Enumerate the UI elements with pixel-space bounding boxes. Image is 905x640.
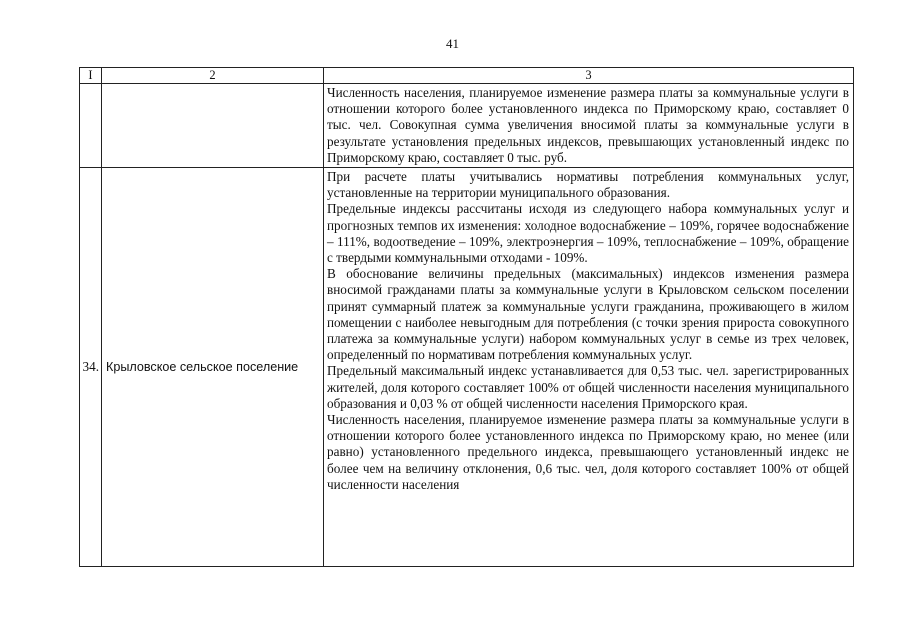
row-number-cell: 34. <box>80 168 102 567</box>
table-header-row <box>80 68 854 84</box>
paragraph: Предельный максимальный индекс устанавливается для 0,53 тыс. чел. зарегистрированных жителей, доля которого составляет 100% от общей численности населения муниципального образования и 0,03 % от общей численности населения Приморского края. <box>327 363 849 411</box>
paragraph: Предельные индексы рассчитаны исходя из следующего набора коммунальных услуг и прогнозных темпов их изменения: холодное водоснабжение – 109%, горячее водоснабжение – 111%, водоотведение – 109%, электроэнергия – 109%, теплоснабжение – 109%, обращение с твердыми коммунальными отходами - 109%. <box>327 201 849 266</box>
row-name-cell: Крыловское сельское поселение <box>102 168 324 567</box>
table-row <box>80 84 854 168</box>
document-table <box>79 67 854 567</box>
paragraph: Численность населения, планируемое изменение размера платы за коммунальные услуги в отношении которого более установленного индекса по Приморскому краю, но менее (или равно) установленного предельного индекса, превышающего установленный индекс не более чем на величину отклонения, 0,6 тыс. чел, доля которого составляет 100% от общей численности населения <box>327 412 849 492</box>
header-col-1: I <box>80 68 102 84</box>
table-row <box>80 168 854 567</box>
paragraph: Численность населения, планируемое изменение размера платы за коммунальные услуги в отношении которого более установленного индекса по Приморскому краю, составляет 0 тыс. чел. Совокупная сумма увеличения вносимой платы за коммунальные услуги в результате установления предельных индексов, превышающих установленный индекс по Приморскому краю, составляет 0 тыс. руб. <box>327 85 849 165</box>
row-text-cell <box>324 84 854 168</box>
header-col-3: 3 <box>324 68 854 84</box>
header-col-2: 2 <box>102 68 324 84</box>
paragraph: При расчете платы учитывались нормативы потребления коммунальных услуг, установленные на территории муниципального образования. <box>327 169 849 201</box>
row-text-cell <box>324 168 854 567</box>
paragraph: В обоснование величины предельных (максимальных) индексов изменения размера вносимой гражданами платы за коммунальные услуги в Крыловском сельском поселении принят суммарный платеж за коммунальные услуги гражданина, проживающего в жилом помещении с наиболее невыгодным для потребления (с точки зрения прироста совокупного платежа за коммунальные услуги) набором коммунальных услуг в семье из трех человек, определенный по нормативам потребления коммунальных услуг. <box>327 266 849 363</box>
row-name-cell <box>102 84 324 168</box>
page-number: 41 <box>446 36 459 51</box>
row-number-cell <box>80 84 102 168</box>
